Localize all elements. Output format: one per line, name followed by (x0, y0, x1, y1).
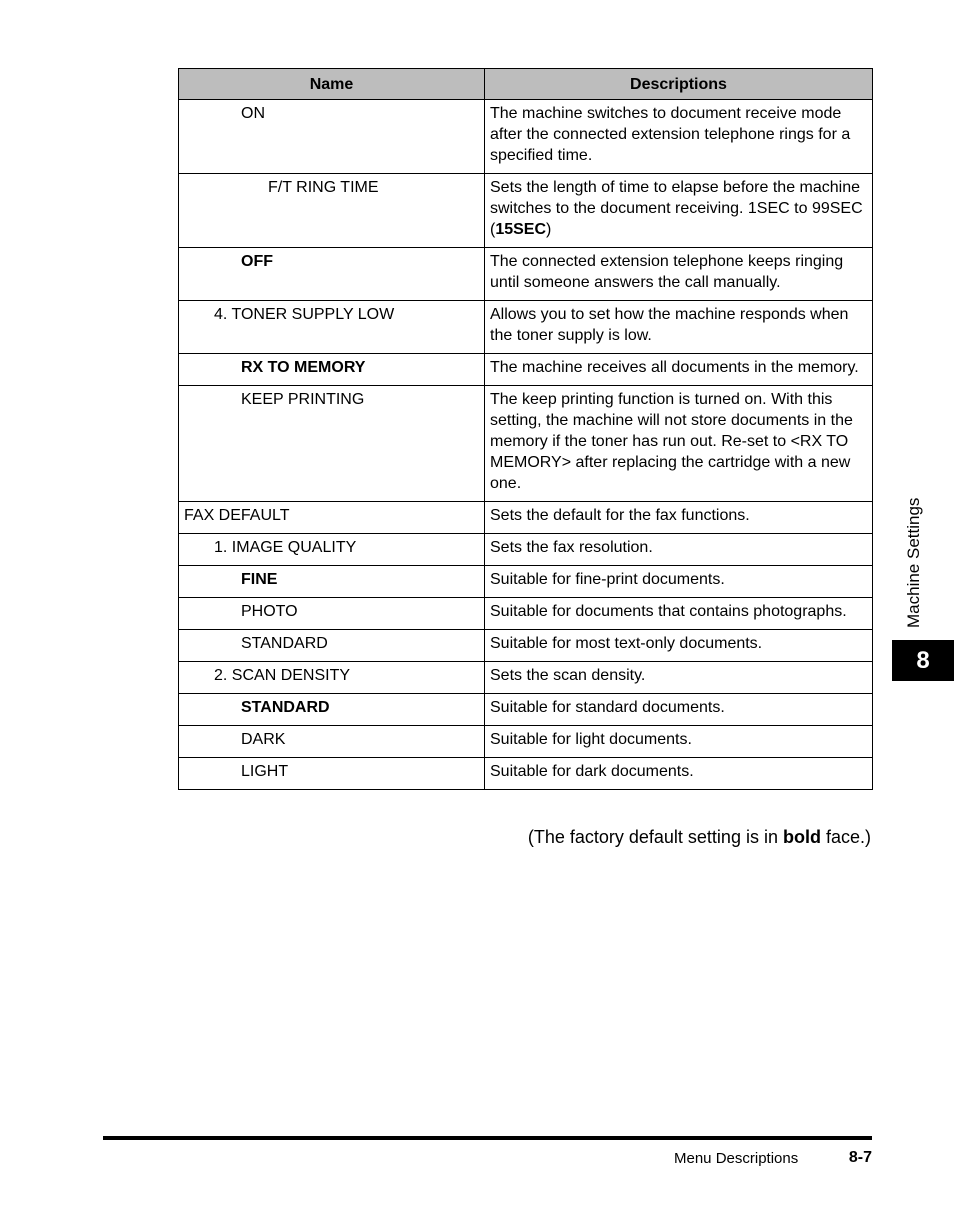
table-row (179, 662, 873, 694)
setting-name: 2. SCAN DENSITY (179, 662, 485, 694)
setting-description: Sets the default for the fax functions. (485, 502, 873, 534)
footnote-text: (The factory default setting is in (527, 827, 783, 847)
factory-default-footnote (528, 827, 871, 848)
setting-description: Suitable for light documents. (485, 726, 873, 758)
setting-name: DARK (179, 726, 485, 758)
page-number: 8-7 (848, 1149, 872, 1166)
table-row (179, 301, 873, 354)
chapter-side-label: Machine Settings (904, 497, 923, 628)
header-descriptions: Descriptions (485, 69, 873, 100)
setting-description: Sets the fax resolution. (485, 534, 873, 566)
footer-rule (103, 1136, 872, 1140)
table-row (179, 726, 873, 758)
setting-description: Suitable for standard documents. (485, 694, 873, 726)
setting-name: KEEP PRINTING (179, 386, 485, 502)
description-text: ) (546, 221, 552, 238)
table-row (179, 534, 873, 566)
table-row (179, 354, 873, 386)
setting-description: The keep printing function is turned on. With this setting, the machine will not store documents in the memory if the toner has run out. Re-set to <RX TO MEMORY> after replacing the cartridge with a new one. (485, 386, 873, 502)
setting-name: 1. IMAGE QUALITY (179, 534, 485, 566)
setting-name-default: RX TO MEMORY (179, 354, 485, 386)
setting-description: Suitable for documents that contains photographs. (485, 598, 873, 630)
setting-description: The machine receives all documents in the memory. (485, 354, 873, 386)
footer-section-title: Menu Descriptions (674, 1150, 799, 1167)
table-row (179, 248, 873, 301)
table-row (179, 758, 873, 790)
setting-description: Suitable for fine-print documents. (485, 566, 873, 598)
chapter-tab: 8 (892, 640, 954, 681)
table-header-row (179, 69, 873, 100)
footnote-bold-word: bold (782, 827, 821, 847)
setting-description: Suitable for dark documents. (485, 758, 873, 790)
setting-name: ON (179, 100, 485, 174)
setting-name-default: FINE (179, 566, 485, 598)
table-row (179, 566, 873, 598)
default-value: 15SEC (495, 221, 547, 238)
setting-description: Sets the scan density. (485, 662, 873, 694)
setting-name: PHOTO (179, 598, 485, 630)
setting-name-default: STANDARD (179, 694, 485, 726)
setting-description: The machine switches to document receive mode after the connected extension telephone rings for a specified time. (485, 100, 873, 174)
setting-name: 4. TONER SUPPLY LOW (179, 301, 485, 354)
setting-name: STANDARD (179, 630, 485, 662)
table-row (179, 386, 873, 502)
description-text: Sets the length of time to elapse before the machine switches to the document receiving. 1SEC to 99SEC ( (490, 179, 863, 238)
setting-description: The connected extension telephone keeps ringing until someone answers the call manually. (485, 248, 873, 301)
table-row (179, 630, 873, 662)
table-row (179, 502, 873, 534)
setting-name: LIGHT (179, 758, 485, 790)
table-row (179, 598, 873, 630)
setting-description: Suitable for most text-only documents. (485, 630, 873, 662)
table-row (179, 100, 873, 174)
setting-name: F/T RING TIME (179, 174, 485, 248)
setting-description (485, 174, 873, 248)
footnote-text: face.) (820, 827, 871, 847)
header-name: Name (179, 69, 485, 100)
setting-name: FAX DEFAULT (179, 502, 485, 534)
table-row (179, 694, 873, 726)
setting-description: Allows you to set how the machine responds when the toner supply is low. (485, 301, 873, 354)
setting-name-default: OFF (179, 248, 485, 301)
menu-descriptions-table (178, 68, 873, 790)
table-row (179, 174, 873, 248)
